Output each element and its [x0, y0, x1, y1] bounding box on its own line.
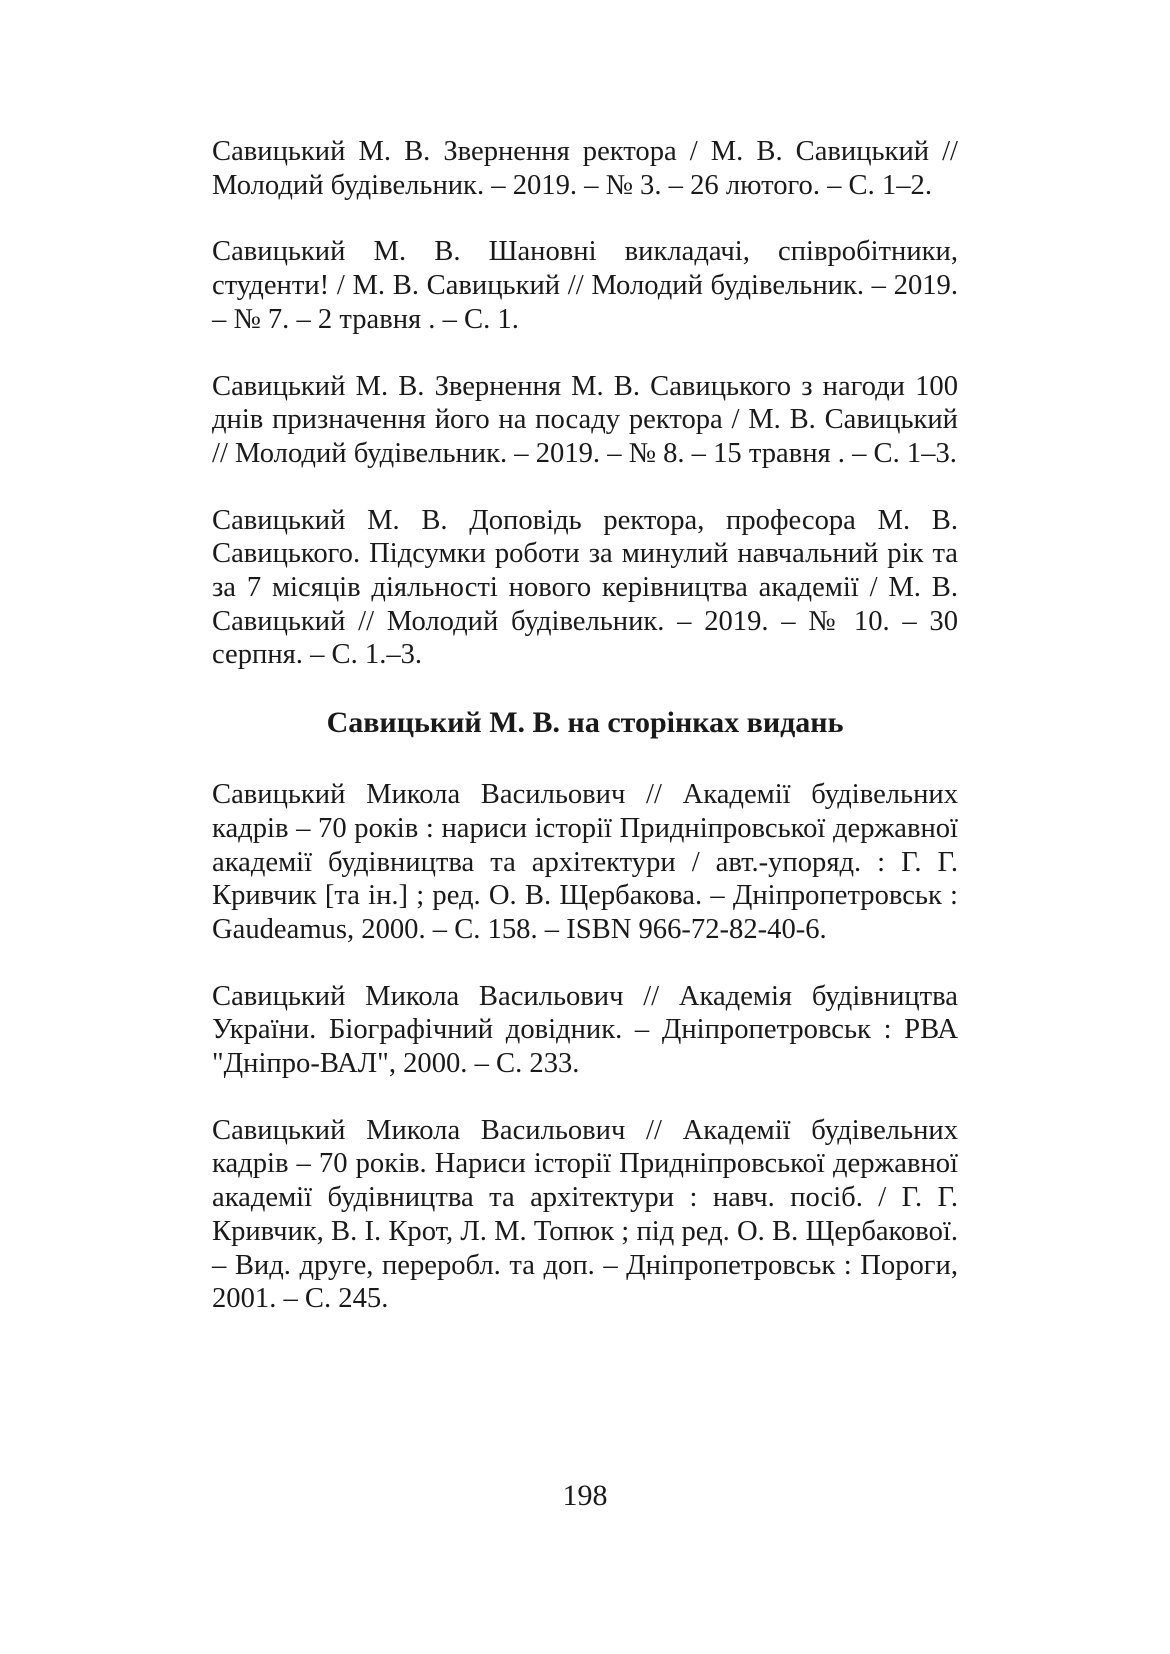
section-heading: Савицький М. В. на сторінках видань [326, 706, 844, 740]
bibliography-entry: Савицький Микола Васильович // Академія будівництва України. Біографічний довідник. – Дніпропетровськ : РВА "Дніпро-ВАЛ", 2000. – С. 233. [212, 980, 958, 1080]
bibliography-entry: Савицький М. В. Звернення М. В. Савицького з нагоди 100 днів призначення його на посаду ректора / М. В. Савицький // Молодий будівельник. – 2019. – № 8. – 15 травня . – С. 1–3. [212, 370, 958, 469]
bibliography-entry: Савицький М. В. Шановні викладачі, співробітники, студенти! / М. В. Савицький // Молодий будівельник. – 2019. – № 7. – 2 травня . – С. 1. [212, 236, 958, 335]
page-number: 198 [562, 1479, 608, 1512]
bibliography-entry: Савицький Микола Васильович // Академії будівельних кадрів – 70 років : нариси історії Придніпровської державної академії будівництва та архітектури / авт.-упоряд. : Г. Г. Кривчик [та ін.] ; ред. О. В. Щербакова. – Дніпропетровськ : Gaudeamus, 2000. – С. 158. – ISBN 966-72-82-40-6. [212, 779, 958, 945]
bibliography-entry: Савицький М. В. Звернення ректора / М. В. Савицький // Молодий будівельник. – 2019. – № 3. – 26 лютого. – С. 1–2. [212, 136, 958, 201]
text-column [212, 135, 958, 1349]
bibliography-entry: Савицький М. В. Доповідь ректора, професора М. В. Савицького. Підсумки роботи за минулий навчальний рік та за 7 місяців діяльності нового керівництва академії / М. В. Савицький // Молодий будівельник. – 2019. – № 10. – 30 серпня. – С. 1.–3. [212, 504, 958, 671]
bibliography-entry: Савицький Микола Васильович // Академії будівельних кадрів – 70 років. Нариси історії Придніпровської державної академії будівництва та архітектури : навч. посіб. / Г. Г. Кривчик, В. І. Крот, Л. М. Топюк ; під ред. О. В. Щербакової. – Вид. друге, переробл. та доп. – Дніпропетровськ : Пороги, 2001. – С. 245. [212, 1114, 958, 1315]
